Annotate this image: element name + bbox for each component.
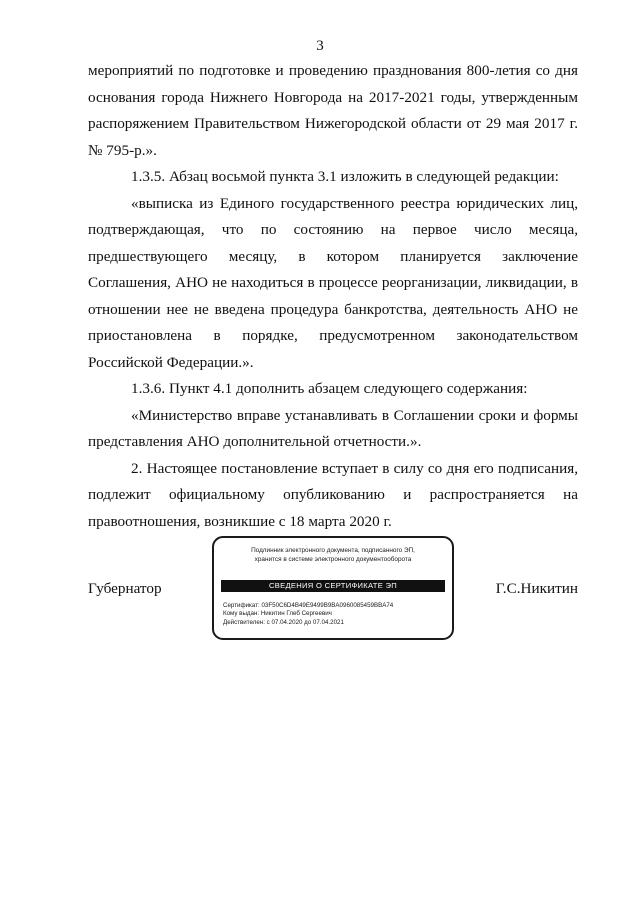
paragraph-effective-date: 2. Настоящее постановление вступает в силу со дня его подписания, подлежит официальному опубликованию и распространяется на правоотношения, возникшие с 18 марта 2020 г. (88, 459, 578, 530)
stamp-certificate: Сертификат: 03F50C6D4B49E9499B9BA0960085459BBA74 (223, 602, 394, 609)
e-signature-stamp (212, 536, 454, 640)
signer-name: Г.С.Никитин (495, 580, 578, 597)
stamp-note-line: хранится в системе электронного документооборота (254, 555, 412, 563)
paragraph-continuation: мероприятий по подготовке и проведению празднования 800-летия со дня основания города Нижнего Новгорода на 2017-2021 годы, утвержденным распоряжением Правительством Нижегородской области от 29 мая 2017 г. № 795-р.». (88, 62, 578, 159)
stamp-details (223, 602, 446, 627)
paragraph-quote-extract: «выписка из Единого государственного реестра юридических лиц, подтверждающая, что по состоянию на первое число месяца, предшествующего месяцу, в котором планируется заключение Соглашения, АНО не находиться в процессе реорганизации, ликвидации, в отношении нее не введена процедура банкротства, деятельность АНО не приостановлена в порядке, предусмотренном законодательством Российской Федерации.». (88, 194, 578, 371)
paragraph-1-3-6: 1.3.6. Пункт 4.1 дополнить абзацем следующего содержания: (131, 380, 528, 397)
stamp-issued-to: Кому выдан: Никитин Глеб Сергеевич (223, 610, 332, 618)
page-number: 3 (316, 38, 324, 54)
signer-position: Губернатор (88, 580, 162, 597)
stamp-note (220, 547, 446, 564)
stamp-note-line: Подлинник электронного документа, подписанного ЭП, (251, 547, 415, 554)
document-body (88, 58, 578, 535)
stamp-validity: Действителен: с 07.04.2020 до 07.04.2021 (223, 618, 344, 626)
paragraph-quote-ministry: «Министерство вправе устанавливать в Соглашении сроки и формы представления АНО дополнительной отчетности.». (88, 406, 578, 450)
paragraph-1-3-5: 1.3.5. Абзац восьмой пункта 3.1 изложить в следующей редакции: (131, 168, 559, 185)
stamp-banner: СВЕДЕНИЯ О СЕРТИФИКАТЕ ЭП (221, 580, 445, 592)
